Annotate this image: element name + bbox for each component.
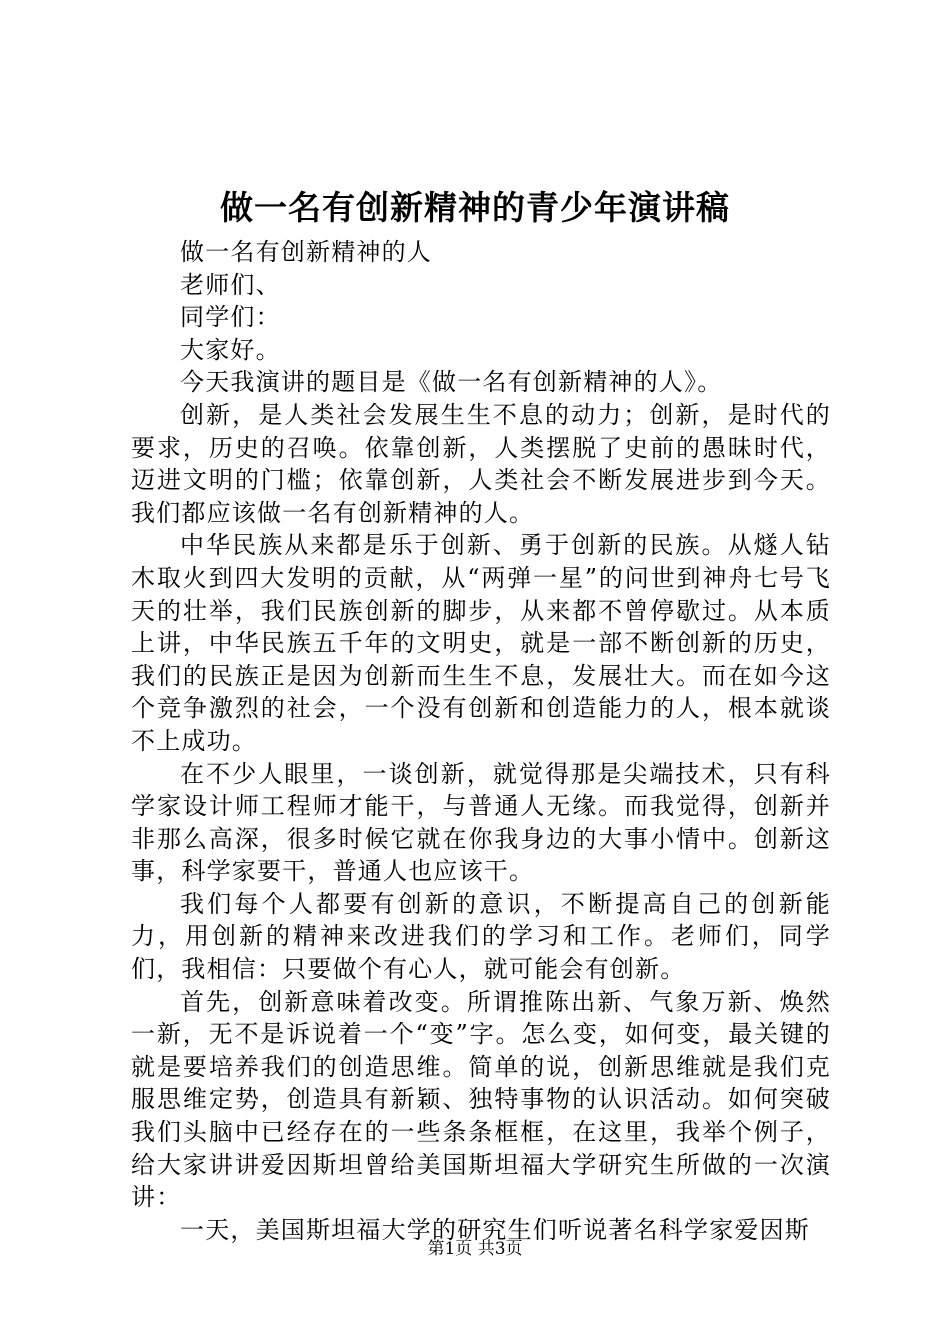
paragraph-body: 创新，是人类社会发展生生不息的动力；创新，是时代的要求，历史的召唤。依靠创新，人类摆脱了史前的愚昧时代，迈进文明的门槛；依靠创新，人类社会不断发展进步到今天。我们都应该做一名有创新精神的人。 (131, 400, 831, 527)
paragraph-body: 一天，美国斯坦福大学的研究生们听说著名科学家爱因斯 (180, 1215, 810, 1244)
paragraph-subtitle: 做一名有创新精神的人 (180, 238, 432, 266)
paragraph-greeting: 大家好。 (180, 335, 281, 364)
paragraph-body: 在不少人眼里，一谈创新，就觉得那是尖端技术，只有科学家设计师工程师才能干，与普通人无缘。而我觉得，创新并非那么高深，很多时候它就在你我身边的大事小情中。创新这事，科学家要干，普通人也应该干。 (131, 759, 831, 886)
page-number-footer: 第1页 共3页 (427, 1239, 523, 1259)
document-body (131, 236, 831, 1246)
paragraph-body: 中华民族从来都是乐于创新、勇于创新的民族。从燧人钻木取火到四大发明的贡献，从“两弹一星”的问世到神舟七号飞天的壮举，我们民族创新的脚步，从来都不曾停歇过。从本质上讲，中华民族五千年的文明史，就是一部不断创新的历史，我们的民族正是因为创新而生生不息，发展壮大。而在如今这个竞争激烈的社会，一个没有创新和创造能力的人，根本就谈不上成功。 (131, 531, 831, 755)
paragraph-body: 首先，创新意味着改变。所谓推陈出新、气象万新、焕然一新，无不是诉说着一个“变”字。怎么变，如何变，最关键的就是要培养我们的创造思维。简单的说，创新思维就是我们克服思维定势，创造具有新颖、独特事物的认识活动。如何突破我们头脑中已经存在的一些条条框框，在这里，我举个例子，给大家讲讲爱因斯坦曾给美国斯坦福大学研究生所做的一次演讲： (131, 987, 831, 1212)
paragraph-topic: 今天我演讲的题目是《做一名有创新精神的人》。 (180, 368, 723, 397)
paragraph-salutation-students: 同学们： (180, 303, 281, 332)
paragraph-body: 我们每个人都要有创新的意识，不断提高自己的创新能力，用创新的精神来改进我们的学习和工作。老师们，同学们，我相信：只要做个有心人，就可能会有创新。 (131, 889, 831, 984)
document-title: 做一名有创新精神的青少年演讲稿 (220, 188, 730, 227)
paragraph-salutation-teachers: 老师们、 (180, 270, 281, 299)
